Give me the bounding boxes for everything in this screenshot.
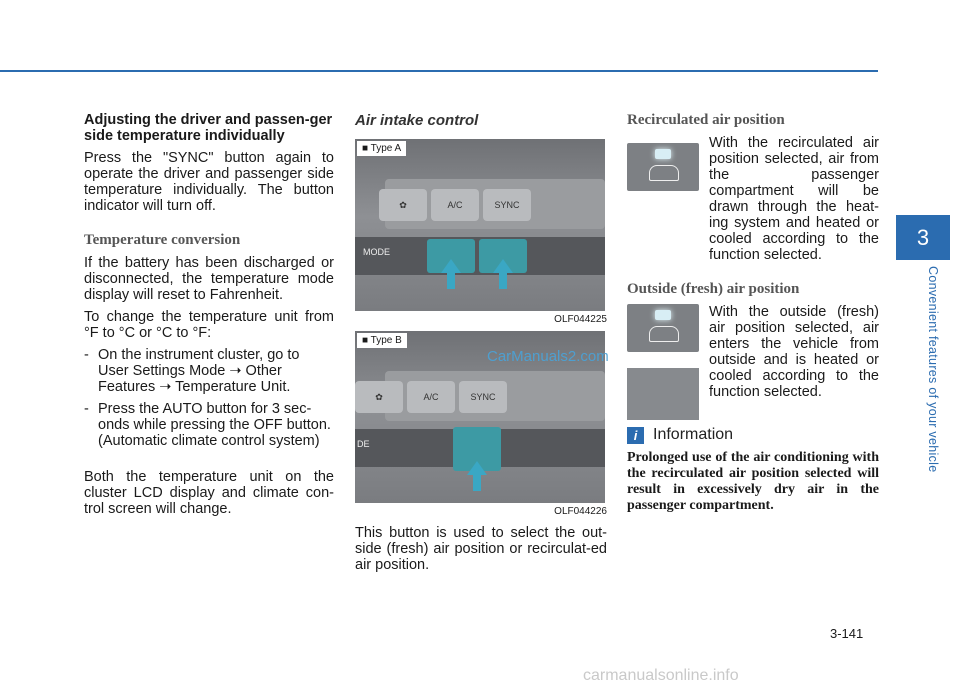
arrow-stem	[499, 273, 507, 289]
ac-button-label: A/C	[407, 381, 455, 413]
figure-code: OLF044225	[554, 314, 607, 325]
recirculated-button-image	[627, 143, 699, 191]
arrow-up-icon	[467, 461, 487, 475]
heading-individual-temp: Adjusting the driver and passen-ger side temperature individually	[84, 112, 333, 144]
list-item: - Press the AUTO button for 3 sec-onds while pressing the OFF button. (Automatic climate control system)	[84, 401, 331, 449]
indicator-light	[655, 310, 671, 320]
mode-label: DE	[357, 439, 370, 449]
arrow-up-icon	[493, 259, 513, 273]
recirculated-block	[627, 135, 879, 263]
heading-air-intake: Air intake control	[355, 112, 479, 129]
paragraph-sync: Press the "SYNC" button again to operate the driver and passenger side temperature individually. The button indicator will turn off.	[84, 150, 334, 214]
arrow-up-icon	[441, 259, 461, 273]
information-title: Information	[653, 426, 734, 443]
outside-block	[627, 304, 879, 400]
figure-tag: ■ Type A	[357, 141, 406, 156]
fan-icon: ✿	[355, 381, 403, 413]
ac-button-label: A/C	[431, 189, 479, 221]
information-text: Prolonged use of the air conditioning with the recirculated air position selected will result in excessively dry air in the passenger compartment.	[627, 450, 879, 513]
column-middle	[355, 112, 607, 573]
heading-outside: Outside (fresh) air position	[627, 281, 800, 297]
chapter-tab: 3	[896, 215, 950, 260]
car-fresh-air-icon	[649, 326, 679, 342]
arrow-stem	[447, 273, 455, 289]
list-item: - On the instrument cluster, go to User Settings Mode ➝ Other Features ➝ Temperature Unit.	[84, 347, 300, 395]
outside-button-image	[627, 304, 699, 352]
fan-icon: ✿	[379, 189, 427, 221]
header-rule	[0, 70, 878, 72]
recirculated-text: With the recirculated air position selected, air from the passenger compartment will be drawn through the heat-ing system and heated or cooled according to the function selected.	[709, 135, 879, 263]
page-number: 3-141	[830, 626, 864, 641]
mode-label: MODE	[363, 247, 390, 257]
watermark: CarManuals2.com	[487, 348, 609, 365]
outside-text: With the outside (fresh) air position selected, air enters the vehicle from outside and is heated or cooled according to the function selected.	[709, 304, 879, 400]
sync-button-label: SYNC	[483, 189, 531, 221]
heading-recirculated: Recirculated air position	[627, 112, 785, 128]
figure-tag: ■ Type B	[357, 333, 407, 348]
paragraph-unit-change: Both the temperature unit on the cluster LCD display and climate con-trol screen will change.	[84, 469, 334, 517]
paragraph-air-intake: This button is used to select the out-side (fresh) air position or recirculat-ed air position.	[355, 525, 607, 573]
column-right	[627, 112, 879, 514]
watermark: carmanualsonline.info	[583, 667, 739, 684]
outside-button-image-dim	[627, 368, 699, 420]
car-recirculation-icon	[649, 165, 679, 181]
paragraph-change-unit: To change the temperature unit from °F to °C or °C to °F:	[84, 309, 334, 341]
figure-code: OLF044226	[554, 506, 607, 517]
indicator-light	[655, 149, 671, 159]
paragraph-battery: If the battery has been discharged or disconnected, the temperature mode display will reset to Fahrenheit.	[84, 255, 334, 303]
heading-temperature-conversion: Temperature conversion	[84, 232, 241, 248]
sync-button-label: SYNC	[459, 381, 507, 413]
info-icon: i	[627, 427, 644, 444]
steps-list	[84, 347, 334, 449]
arrow-stem	[473, 475, 481, 491]
chapter-label: Convenient features of your vehicle	[926, 266, 940, 473]
figure-type-a	[355, 139, 605, 311]
column-left	[84, 112, 334, 517]
information-header	[627, 426, 879, 444]
